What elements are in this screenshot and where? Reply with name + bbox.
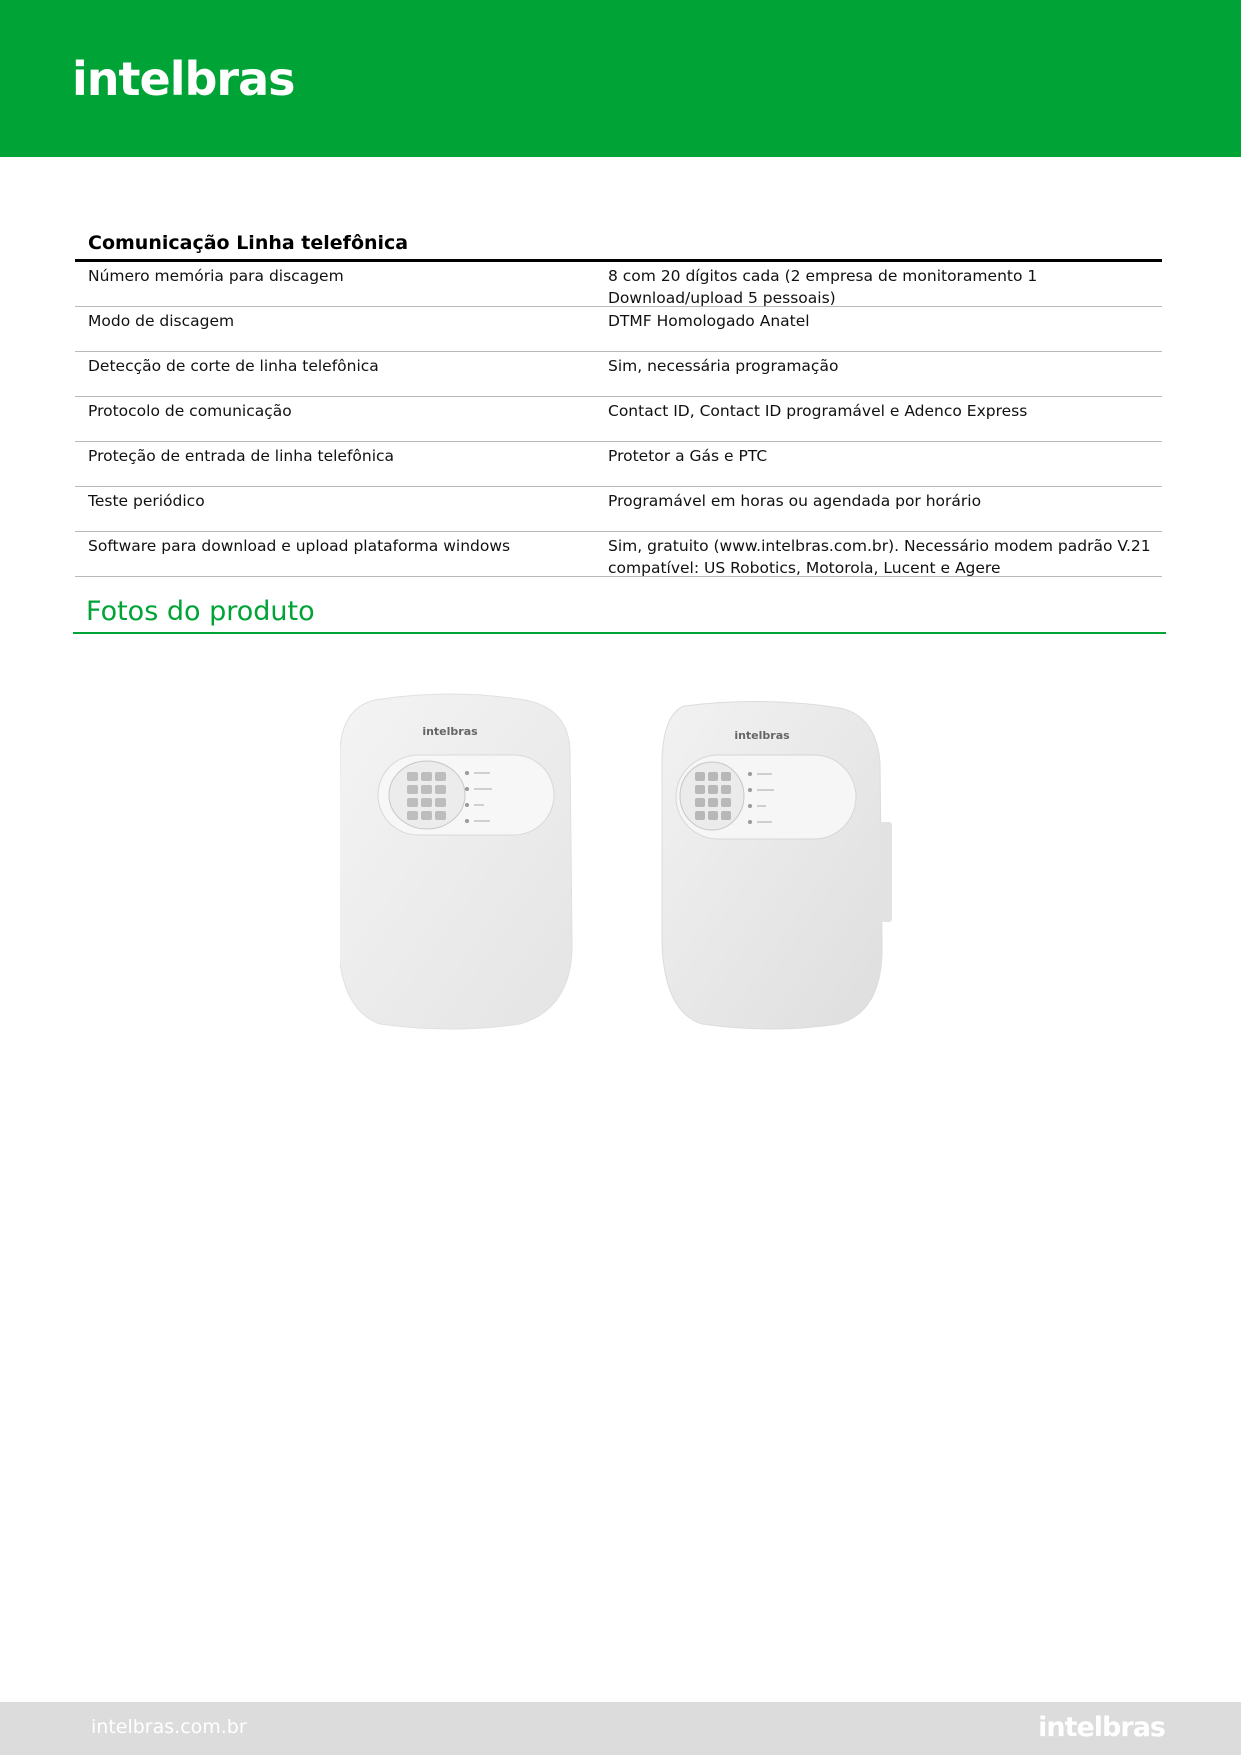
spec-row <box>75 352 1162 397</box>
footer-logo: intelbras <box>1038 1712 1165 1743</box>
spec-label: Teste periódico <box>88 492 205 510</box>
spec-label: Protocolo de comunicação <box>88 402 292 420</box>
spec-value: Sim, necessária programação <box>608 357 839 375</box>
spec-label: Detecção de corte de linha telefônica <box>88 357 379 375</box>
page-header <box>0 0 1241 157</box>
spec-row <box>75 307 1162 352</box>
photos-divider <box>73 632 1166 634</box>
spec-row <box>75 532 1162 577</box>
alarm-panel-front <box>340 694 572 1029</box>
spec-row <box>75 487 1162 532</box>
footer-url[interactable]: intelbras.com.br <box>91 1716 247 1738</box>
spec-value: Contact ID, Contact ID programável e Adenco Express <box>608 402 1028 420</box>
alarm-panel-angled <box>662 701 892 1029</box>
spec-value: Sim, gratuito (www.intelbras.com.br). Necessário modem padrão V.21 compatível: US Robotics, Motorola, Lucent e Agere <box>608 537 1151 577</box>
spec-value: 8 com 20 dígitos cada (2 empresa de monitoramento 1 Download/upload 5 pessoais) <box>608 267 1038 307</box>
spec-label: Número memória para discagem <box>88 267 344 285</box>
device-logo: intelbras <box>734 729 790 742</box>
spec-label: Software para download e upload plataforma windows <box>88 537 511 555</box>
spec-value: DTMF Homologado Anatel <box>608 312 810 330</box>
page-footer <box>0 1702 1241 1755</box>
spec-label: Modo de discagem <box>88 312 235 330</box>
product-photos <box>340 690 920 1030</box>
section-title: Comunicação Linha telefônica <box>88 232 409 254</box>
device-logo: intelbras <box>422 725 478 738</box>
spec-row <box>75 442 1162 487</box>
spec-label: Proteção de entrada de linha telefônica <box>88 447 395 465</box>
spec-row <box>75 262 1162 307</box>
spec-table <box>75 259 1162 577</box>
header-logo: intelbras <box>72 52 295 106</box>
photos-title: Fotos do produto <box>86 596 315 627</box>
spec-value: Programável em horas ou agendada por horário <box>608 492 982 510</box>
spec-value: Protetor a Gás e PTC <box>608 447 768 465</box>
spec-row <box>75 397 1162 442</box>
product-photo-illustration <box>340 690 920 1030</box>
